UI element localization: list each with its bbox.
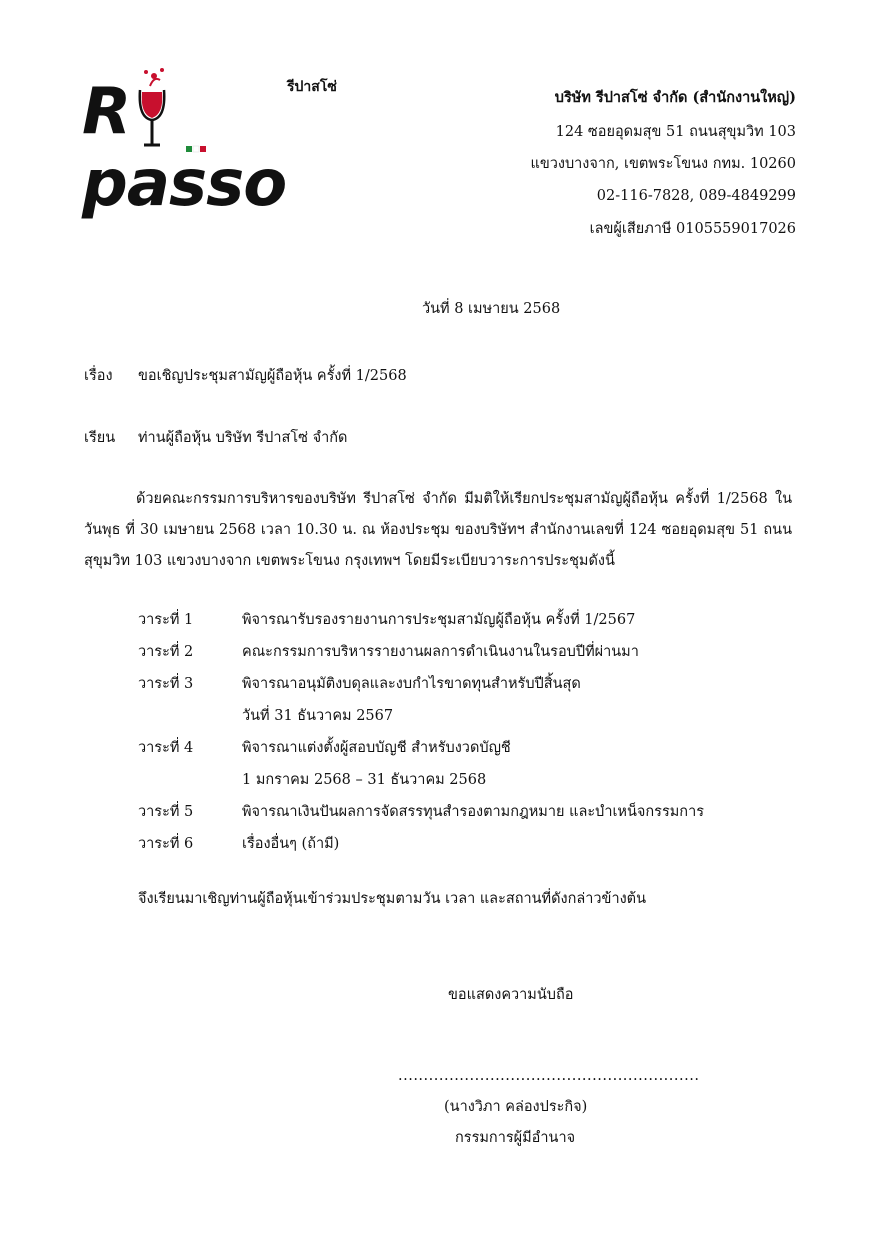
company-logo: Rpasso รีปาสโซ่ [82,62,344,158]
signatory-name: (นางวิภา คล่องประกิจ) [444,1099,588,1115]
company-phone: 02-116-7828, 089-4849299 [596,188,796,204]
agenda-label: วาระที่ 1 [138,612,194,628]
agenda-text: พิจารณาอนุมัติงบดุลและงบกำไรขาดทุนสำหรับปีสิ้นสุด [242,676,581,692]
recipient-text: ท่านผู้ถือหุ้น บริษัท รีปาสโซ่ จำกัด [138,430,348,446]
agenda-text: พิจารณาแต่งตั้งผู้สอบบัญชี สำหรับงวดบัญชี [242,740,511,756]
logo-thai-text: รีปาสโซ่ [287,79,337,95]
agenda-label: วาระที่ 2 [138,644,194,660]
agenda-text: วันที่ 31 ธันวาคม 2567 [242,708,394,724]
agenda-text: คณะกรรมการบริหารรายงานผลการดำเนินงานในรอบปีที่ผ่านมา [242,644,639,660]
agenda-label: วาระที่ 5 [138,804,194,820]
subject-label: เรื่อง [84,368,113,384]
agenda-text: พิจารณาเงินปันผลการจัดสรรทุนสำรองตามกฎหมาย และบำเหน็จกรรมการ [242,804,705,820]
recipient-label: เรียน [84,430,116,446]
agenda-label: วาระที่ 4 [138,740,194,756]
signature-line: ........................................................... [398,1068,700,1084]
agenda-text: พิจารณารับรองรายงานการประชุมสามัญผู้ถือหุ้น ครั้งที่ 1/2567 [242,612,636,628]
regards-text: ขอแสดงความนับถือ [448,987,574,1003]
body-text: ด้วยคณะกรรมการบริหารของบริษัท รีปาสโซ่ จำกัด มีมติให้เรียกประชุมสามัญผู้ถือหุ้น ครั้งที่ 1/2568 ใน วันพุธ ที่ 30 เมษายน 2568 เวลา 10.30 น. ณ ห้องประชุม ของบริษัทฯ สำนักงานเลขที่ 124 ซอยอุดมสุข 51 ถนน สุขุมวิท 103 แขวงบางจาก เขตพระโขนง กรุงเทพฯ โดยมีระเบียบวาระการประชุมดังนี้ [84,491,792,569]
body-paragraph [84,484,792,577]
closing-text: จึงเรียนมาเชิญท่านผู้ถือหุ้นเข้าร่วมประชุมตามวัน เวลา และสถานที่ดังกล่าวข้างต้น [138,891,647,907]
company-tax-id: เลขผู้เสียภาษี 0105559017026 [589,221,796,237]
company-address-line1: 124 ซอยอุดมสุข 51 ถนนสุขุมวิท 103 [555,124,796,140]
agenda-label: วาระที่ 3 [138,676,194,692]
agenda-text: 1 มกราคม 2568 – 31 ธันวาคม 2568 [242,772,487,788]
agenda-text: เรื่องอื่นๆ (ถ้ามี) [242,836,340,852]
letter-date: วันที่ 8 เมษายน 2568 [422,301,561,317]
subject-text: ขอเชิญประชุมสามัญผู้ถือหุ้น ครั้งที่ 1/2568 [138,368,407,384]
company-address-line2: แขวงบางจาก, เขตพระโขนง กทม. 10260 [530,156,796,172]
company-name: บริษัท รีปาสโซ่ จำกัด (สำนักงานใหญ่) [554,89,796,106]
signatory-title: กรรมการผู้มีอำนาจ [455,1130,576,1146]
agenda-label: วาระที่ 6 [138,836,194,852]
